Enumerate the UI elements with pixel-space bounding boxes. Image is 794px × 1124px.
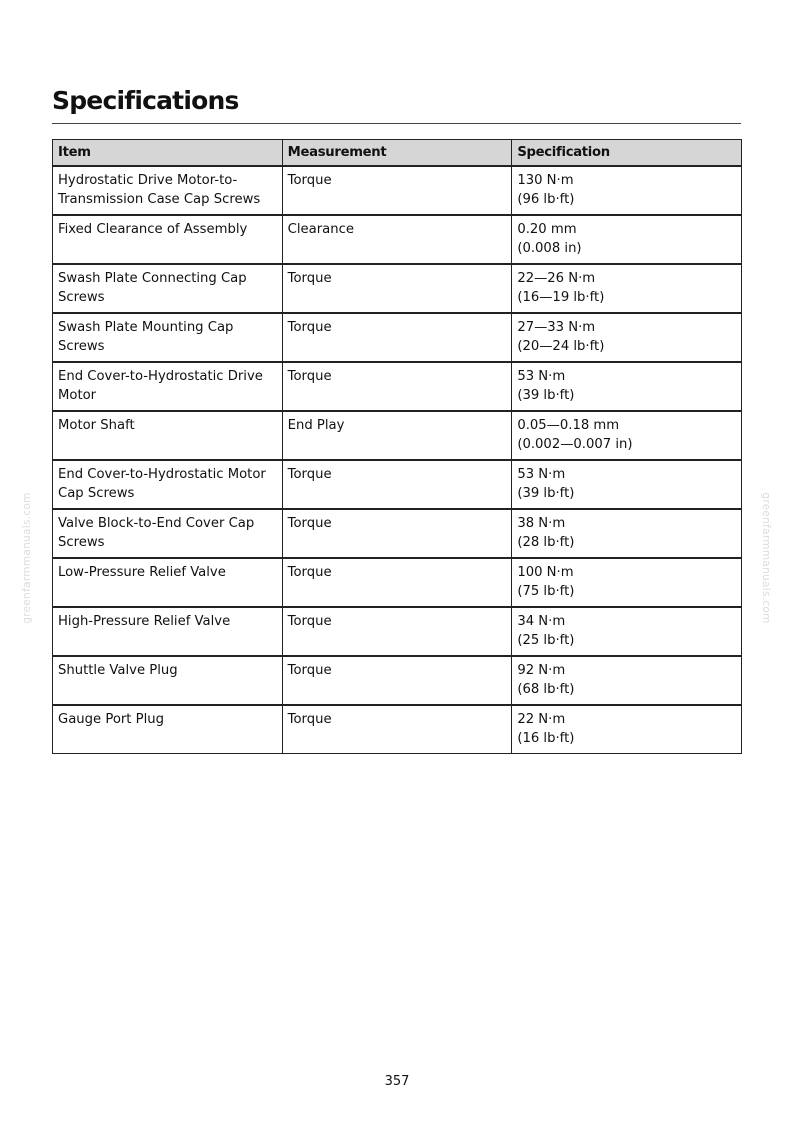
spec-metric: 0.20 mm xyxy=(517,222,577,237)
spec-imperial: (75 lb·ft) xyxy=(517,584,575,599)
cell-item: Low-Pressure Relief Valve xyxy=(53,558,283,607)
spec-metric: 27—33 N·m xyxy=(517,320,596,335)
cell-measurement: Torque xyxy=(282,460,512,509)
cell-item: Swash Plate Mounting Cap Screws xyxy=(53,313,283,362)
table-row xyxy=(53,705,742,754)
cell-measurement: Torque xyxy=(282,656,512,705)
spec-imperial: (25 lb·ft) xyxy=(517,633,575,648)
cell-measurement: Torque xyxy=(282,607,512,656)
table-row xyxy=(53,411,742,460)
column-header-measurement: Measurement xyxy=(282,140,512,167)
cell-specification xyxy=(512,607,742,656)
watermark-right: greenfarmmanuals.com xyxy=(760,492,772,624)
title-divider xyxy=(52,123,741,124)
spec-metric: 38 N·m xyxy=(517,516,566,531)
cell-specification xyxy=(512,460,742,509)
table-row xyxy=(53,215,742,264)
spec-metric: 0.05—0.18 mm xyxy=(517,418,620,433)
cell-item: Gauge Port Plug xyxy=(53,705,283,754)
spec-imperial: (16—19 lb·ft) xyxy=(517,290,605,305)
spec-imperial: (16 lb·ft) xyxy=(517,731,575,746)
spec-metric: 53 N·m xyxy=(517,369,566,384)
spec-imperial: (28 lb·ft) xyxy=(517,535,575,550)
cell-item: Hydrostatic Drive Motor-to-Transmission Case Cap Screws xyxy=(53,166,283,215)
cell-item: Swash Plate Connecting Cap Screws xyxy=(53,264,283,313)
page-title: Specifications xyxy=(52,86,239,115)
cell-measurement: Clearance xyxy=(282,215,512,264)
table-header-row xyxy=(53,140,742,167)
table-row xyxy=(53,656,742,705)
spec-metric: 130 N·m xyxy=(517,173,574,188)
cell-specification xyxy=(512,656,742,705)
cell-measurement: Torque xyxy=(282,705,512,754)
cell-item: Motor Shaft xyxy=(53,411,283,460)
spec-imperial: (20—24 lb·ft) xyxy=(517,339,605,354)
spec-metric: 53 N·m xyxy=(517,467,566,482)
cell-item: Fixed Clearance of Assembly xyxy=(53,215,283,264)
cell-specification xyxy=(512,313,742,362)
cell-specification xyxy=(512,215,742,264)
cell-item: End Cover-to-Hydrostatic Drive Motor xyxy=(53,362,283,411)
table-row xyxy=(53,509,742,558)
spec-metric: 92 N·m xyxy=(517,663,566,678)
cell-specification xyxy=(512,509,742,558)
spec-metric: 100 N·m xyxy=(517,565,574,580)
spec-imperial: (68 lb·ft) xyxy=(517,682,575,697)
spec-imperial: (96 lb·ft) xyxy=(517,192,575,207)
cell-measurement: Torque xyxy=(282,264,512,313)
table-row xyxy=(53,558,742,607)
table-row xyxy=(53,166,742,215)
cell-item: Valve Block-to-End Cover Cap Screws xyxy=(53,509,283,558)
cell-specification xyxy=(512,264,742,313)
page-number: 357 xyxy=(384,1074,410,1089)
cell-measurement: Torque xyxy=(282,313,512,362)
watermark-left: greenfarmmanuals.com xyxy=(21,492,33,624)
cell-specification xyxy=(512,558,742,607)
spec-metric: 22—26 N·m xyxy=(517,271,596,286)
table-row xyxy=(53,607,742,656)
specifications-table xyxy=(52,139,742,754)
table-row xyxy=(53,460,742,509)
table-row xyxy=(53,362,742,411)
cell-measurement: Torque xyxy=(282,362,512,411)
spec-metric: 22 N·m xyxy=(517,712,566,727)
cell-measurement: End Play xyxy=(282,411,512,460)
column-header-item: Item xyxy=(53,140,283,167)
table-body xyxy=(53,166,742,754)
table-row xyxy=(53,313,742,362)
cell-item: Shuttle Valve Plug xyxy=(53,656,283,705)
spec-imperial: (39 lb·ft) xyxy=(517,388,575,403)
cell-item: High-Pressure Relief Valve xyxy=(53,607,283,656)
cell-item: End Cover-to-Hydrostatic Motor Cap Screws xyxy=(53,460,283,509)
table-row xyxy=(53,264,742,313)
spec-metric: 34 N·m xyxy=(517,614,566,629)
cell-specification xyxy=(512,411,742,460)
cell-specification xyxy=(512,362,742,411)
spec-imperial: (0.002—0.007 in) xyxy=(517,437,633,452)
column-header-specification: Specification xyxy=(512,140,742,167)
cell-measurement: Torque xyxy=(282,166,512,215)
spec-imperial: (39 lb·ft) xyxy=(517,486,575,501)
cell-specification xyxy=(512,166,742,215)
cell-specification xyxy=(512,705,742,754)
cell-measurement: Torque xyxy=(282,509,512,558)
cell-measurement: Torque xyxy=(282,558,512,607)
spec-imperial: (0.008 in) xyxy=(517,241,582,256)
